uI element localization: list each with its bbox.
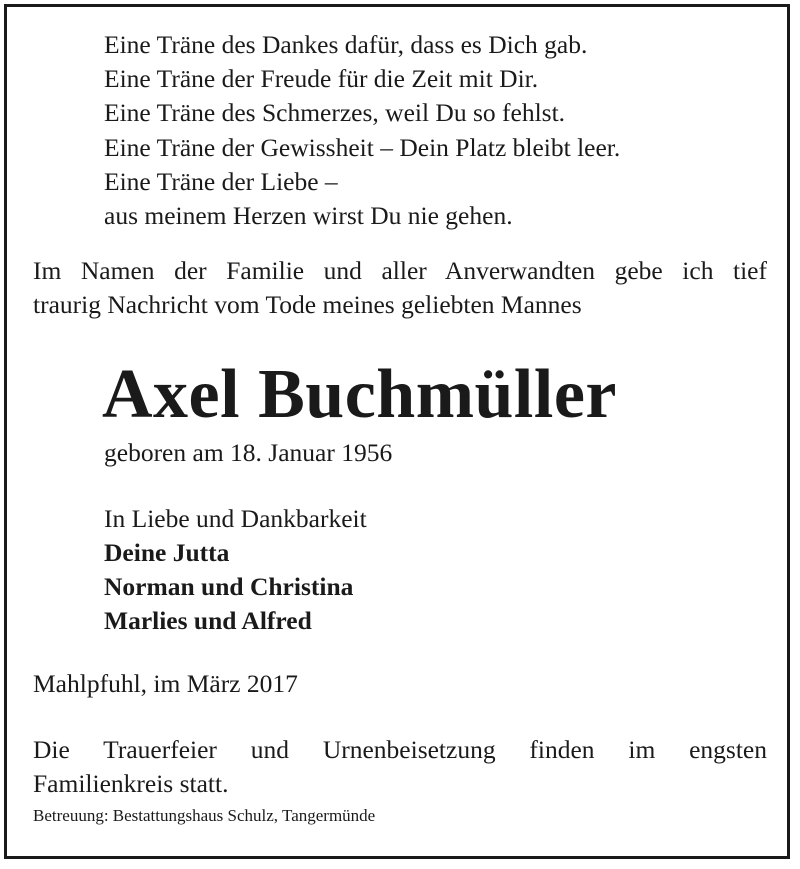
mourner-name: Norman und Christina [104,572,354,601]
mourner-name: Marlies und Alfred [104,606,312,635]
birth-date: geboren am 18. Januar 1956 [104,438,393,467]
poem [104,28,620,233]
poem-line: Eine Träne der Gewissheit – Dein Platz bleibt leer. [104,132,621,162]
announcement-line: Im Namen der Familie und aller Anverwandten gebe ich tief [33,256,767,285]
mourner-name: Deine Jutta [104,538,230,567]
poem-line: Eine Träne der Freude für die Zeit mit Dir. [104,64,539,94]
mourners-block [104,502,367,638]
announcement-text [33,254,767,322]
funeral-line: Die Trauerfeier und Urnenbeisetzung finden im engsten [33,735,767,764]
poem-line: Eine Träne des Dankes dafür, dass es Dich gab. [104,30,588,59]
poem-line: Eine Träne des Schmerzes, weil Du so fehlst. [104,98,566,128]
poem-line: aus meinem Herzen wirst Du nie gehen. [104,201,513,231]
poem-line: Eine Träne der Liebe – [104,166,338,196]
closing-phrase: In Liebe und Dankbarkeit [104,504,367,533]
funeral-notice [33,733,767,801]
deceased-name: Axel Buchmüller [102,356,617,433]
funeral-line: Familienkreis statt. [33,769,229,798]
place-date: Mahlpfuhl, im März 2017 [33,669,298,698]
funeral-home-credit: Betreuung: Bestattungshaus Schulz, Tangermünde [33,806,376,825]
announcement-line: traurig Nachricht vom Tode meines geliebten Mannes [33,290,582,320]
